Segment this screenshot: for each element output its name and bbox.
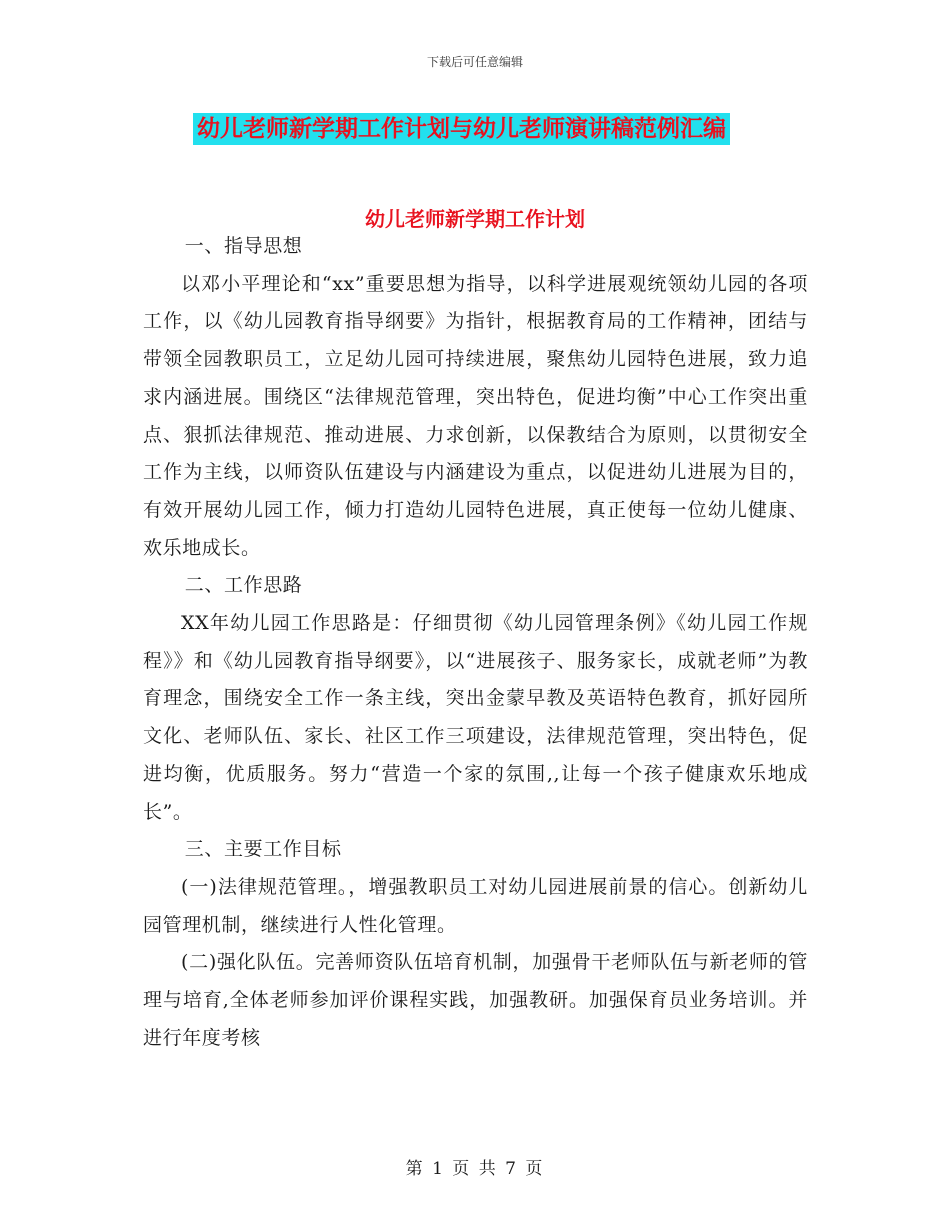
heading-main-goals: 三、主要工作目标 [184,838,342,861]
document-body [143,228,808,1057]
paragraph-goal-1: (一)法律规范管理。，增强教职员工对幼儿园进展前景的信心。创新幼儿园管理机制，继续进行人性化管理。 [143,875,808,936]
paragraph-work-approach: XX年幼儿园工作思路是：仔细贯彻《幼儿园管理条例》《幼儿园工作规程》》和《幼儿园教育指导纲要》，以“进展孩子、服务家长，成就老师”为教育理念，围绕安全工作一条主线，突出金蒙早教及英语特色教育，抓好园所文化、老师队伍、家长、社区工作三项建设，法律规范管理，突出特色，促进均衡，优质服务。努力“营造一个家的氛围,,让每一个孩子健康欢乐地成长”。 [143,612,808,823]
document-title: 幼儿老师新学期工作计划与幼儿老师演讲稿范例汇编 [193,113,730,145]
page-footer: 第 1 页 共 7 页 [405,1159,545,1179]
paragraph-guiding-ideology: 以邓小平理论和“xx”重要思想为指导，以科学进展观统领幼儿园的各项工作，以《幼儿园教育指导纲要》为指针，根据教育局的工作精神，团结与带领全园教职员工，立足幼儿园可持续进展，聚焦幼儿园特色进展，致力追求内涵进展。围绕区“法律规范管理，突出特色，促进均衡”中心工作突出重点、狠抓法律规范、推动进展、力求创新，以保教结合为原则，以贯彻安全工作为主线，以师资队伍建设与内涵建设为重点，以促进幼儿进展为目的，有效开展幼儿园工作，倾力打造幼儿园特色进展，真正使每一位幼儿健康、欢乐地成长。 [143,272,808,559]
header-note: 下载后可任意编辑 [426,55,523,69]
section-title: 幼儿老师新学期工作计划 [365,207,585,231]
heading-guiding-ideology: 一、指导思想 [184,235,303,257]
heading-work-approach: 二、工作思路 [184,574,303,597]
paragraph-goal-2: (二)强化队伍。完善师资队伍培育机制，加强骨干老师队伍与新老师的管理与培育,全体老师参加评价课程实践，加强教研。加强保育员业务培训。并进行年度考核 [143,951,808,1049]
